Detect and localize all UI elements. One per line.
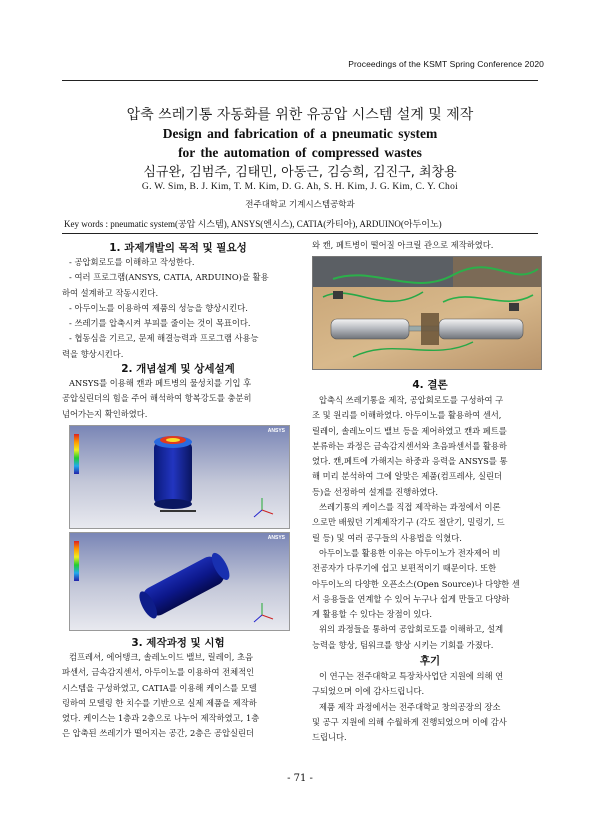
english-title-line-1: Design and fabrication of a pneumatic system [162, 126, 438, 141]
section-2-heading: 2. 개념설계 및 상세설계 [121, 363, 235, 375]
page-number: - 71 - [287, 773, 313, 784]
ansys-logo-text: ANSYS [267, 535, 285, 541]
pneumatic-cylinders-photo [313, 257, 541, 369]
affiliation: 전주대학교 기계시스템공학과 [245, 200, 355, 210]
english-authors: G. W. Sim, B. J. Kim, T. M. Kim, D. G. Ah, S. H. Kim, J. G. Kim, C. Y. Choi [141, 182, 459, 192]
conference-header: Proceedings of the KSMT Spring Conference 2020 [348, 59, 544, 69]
ansys-analysis-figure-1 [69, 425, 290, 529]
keywords-rule [62, 233, 538, 234]
acknowledgment-heading: 후기 [419, 655, 441, 667]
can-mesh-model [70, 533, 289, 630]
section-4-heading: 4. 결론 [412, 379, 448, 391]
section-2-body: ANSYS를 이용해 캔과 페트병의 물성치를 기입 후 공압실린더의 힘을 주어 해석하여 항복강도를 충분히 넘어가는지 확인하였다. [62, 378, 252, 419]
korean-authors: 심규완, 김범주, 김태민, 아동근, 김승희, 김진구, 최창용 [143, 165, 457, 180]
section-3-body: 컴프레셔, 에어탱크, 솔레노이드 밸브, 릴레이, 초음 파센서, 금속감지센서, 아두이노를 이용하여 전체적인 시스템을 구성하였고, CATIA를 이용해 케이스를 모델 링하여 모델링 한 치수를 기반으로 실제 제품을 제작하 였다. 케이스는 1층과 2층으로 나누어 제작하였고, 1층 은 압축된 쓰레기가 떨어지는 공간, 2층은 공압실린더 [62, 652, 260, 739]
can-mesh-model [70, 426, 289, 528]
english-title-line-2: for the automation of compressed wastes [178, 145, 422, 160]
axis-triad-icon [254, 603, 273, 622]
section-3-heading: 3. 제작과정 및 시험 [131, 637, 225, 649]
section-1-body: - 공압회로도를 이해하고 작성한다. - 여러 프로그램(ANSYS, CATIA, ARDUINO)을 활용 하여 설계하고 작동시킨다. - 아두이노를 이용하여 제품의 성능을 향상시킨다. - 쓰레기를 압축시켜 부피를 줄이는 것이 목표이다. - 협동심을 기르고, 문제 해결능력과 프로그램 사용능 력을 향상시킨다. [62, 257, 269, 359]
section-1-heading: 1. 과제개발의 목적 및 필요성 [109, 242, 247, 254]
section-4-body: 압축식 쓰레기통을 제작, 공압회로도를 구성하여 구 조 및 원리를 이해하였다. 아두이노를 활용하여 센서, 릴레이, 솔레노이드 밸브 등을 제어하였고 캔과 페트를 분류하는 과정은 금속감지센서와 초음파센서를 활용하 였다. 캔,페트에 가해지는 하중과 응력을 ANSYS를 통 해 미리 분석하여 그에 알맞은 제품(컴프레샤, 실린더 등)을 선정하여 설계를 진행하였다. 쓰레기통의 케이스를 직접 제작하는 과정에서 이론 으로만 배웠던 기계제작기구 (각도 절단기, 밀링기, 드 릴 등) 및 여러 공구들의 사용법을 익혔다. 아두이노를 활용한 이유는 아두이노가 전자제어 비 전공자가 다루기에 쉽고 보편적이기 때문이다. 또한 아두이노의 다양한 오픈소스(Open Source)나 다양한 센 서 응용들을 연계할 수 있어 누구나 쉽게 만들고 다양하 게 활용할 수 있다는 장점이 있다. 위의 과정들을 통하여 공압회로도를 이해하고, 설계 능력을 향상, 팀워크를 향상 시키는 기회를 가졌다. [312, 395, 520, 650]
ansys-analysis-figure-2 [69, 532, 290, 631]
right-top-line: 와 캔, 페트병이 떨어질 아크릴 관으로 제작하였다. [312, 240, 494, 250]
prototype-photo [312, 256, 542, 370]
header-rule [62, 80, 538, 81]
axis-triad-icon [254, 498, 273, 517]
korean-title: 압축 쓰레기통 자동화를 위한 유공압 시스템 설계 및 제작 [126, 107, 474, 123]
ansys-logo-text: ANSYS [267, 428, 285, 434]
keywords: Key words : pneumatic system(공압 시스템), ANSYS(엔시스), CATIA(카티아), ARDUINO(아두이노) [64, 219, 442, 229]
acknowledgment-body: 이 연구는 전주대학교 특장차사업단 지원에 의해 연 구되었으며 이에 감사드립니다. 제품 제작 과정에서는 전주대학교 창의공장의 장소 및 공구 지원에 의해 수월하게 진행되었으며 이에 감사 드립니다. [312, 671, 507, 743]
